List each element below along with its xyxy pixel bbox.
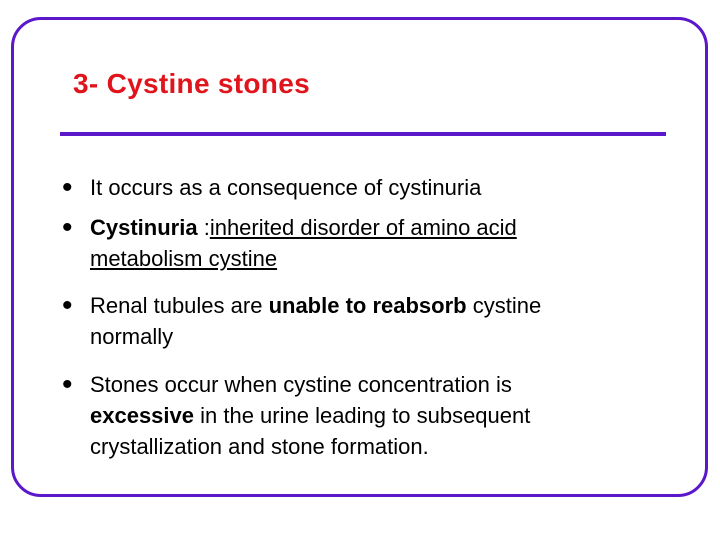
term-cystinuria: Cystinuria xyxy=(90,215,198,240)
slide-title: 3- Cystine stones xyxy=(73,68,310,99)
bullet-dot-icon: • xyxy=(62,171,73,204)
stones-text-bold: excessive xyxy=(90,403,194,428)
bullet-text xyxy=(90,290,680,352)
bullet-dot-icon: • xyxy=(62,289,73,322)
renal-text-line-2: normally xyxy=(90,324,174,349)
definition-line-2: metabolism cystine xyxy=(90,246,278,271)
stones-text-rest: in the urine leading to subsequent xyxy=(194,403,531,428)
bullet-text xyxy=(90,172,680,203)
stones-text-line-1: Stones occur when cystine concentration is xyxy=(90,372,512,397)
bullet-occurrence-text: It occurs as a consequence of cystinuria xyxy=(90,175,482,200)
term-separator: : xyxy=(197,215,210,240)
bullet-text xyxy=(90,212,680,274)
bullet-text xyxy=(90,369,680,462)
renal-text-bold: unable to reabsorb xyxy=(268,293,467,318)
renal-text-post: cystine xyxy=(466,293,542,318)
definition-line-1: inherited disorder of amino acid xyxy=(209,215,517,240)
renal-text-pre: Renal tubules are xyxy=(90,293,269,318)
stones-text-line-3: crystallization and stone formation. xyxy=(90,434,429,459)
title-divider xyxy=(60,132,666,136)
bullet-dot-icon: • xyxy=(62,211,73,244)
bullet-dot-icon: • xyxy=(62,368,73,401)
